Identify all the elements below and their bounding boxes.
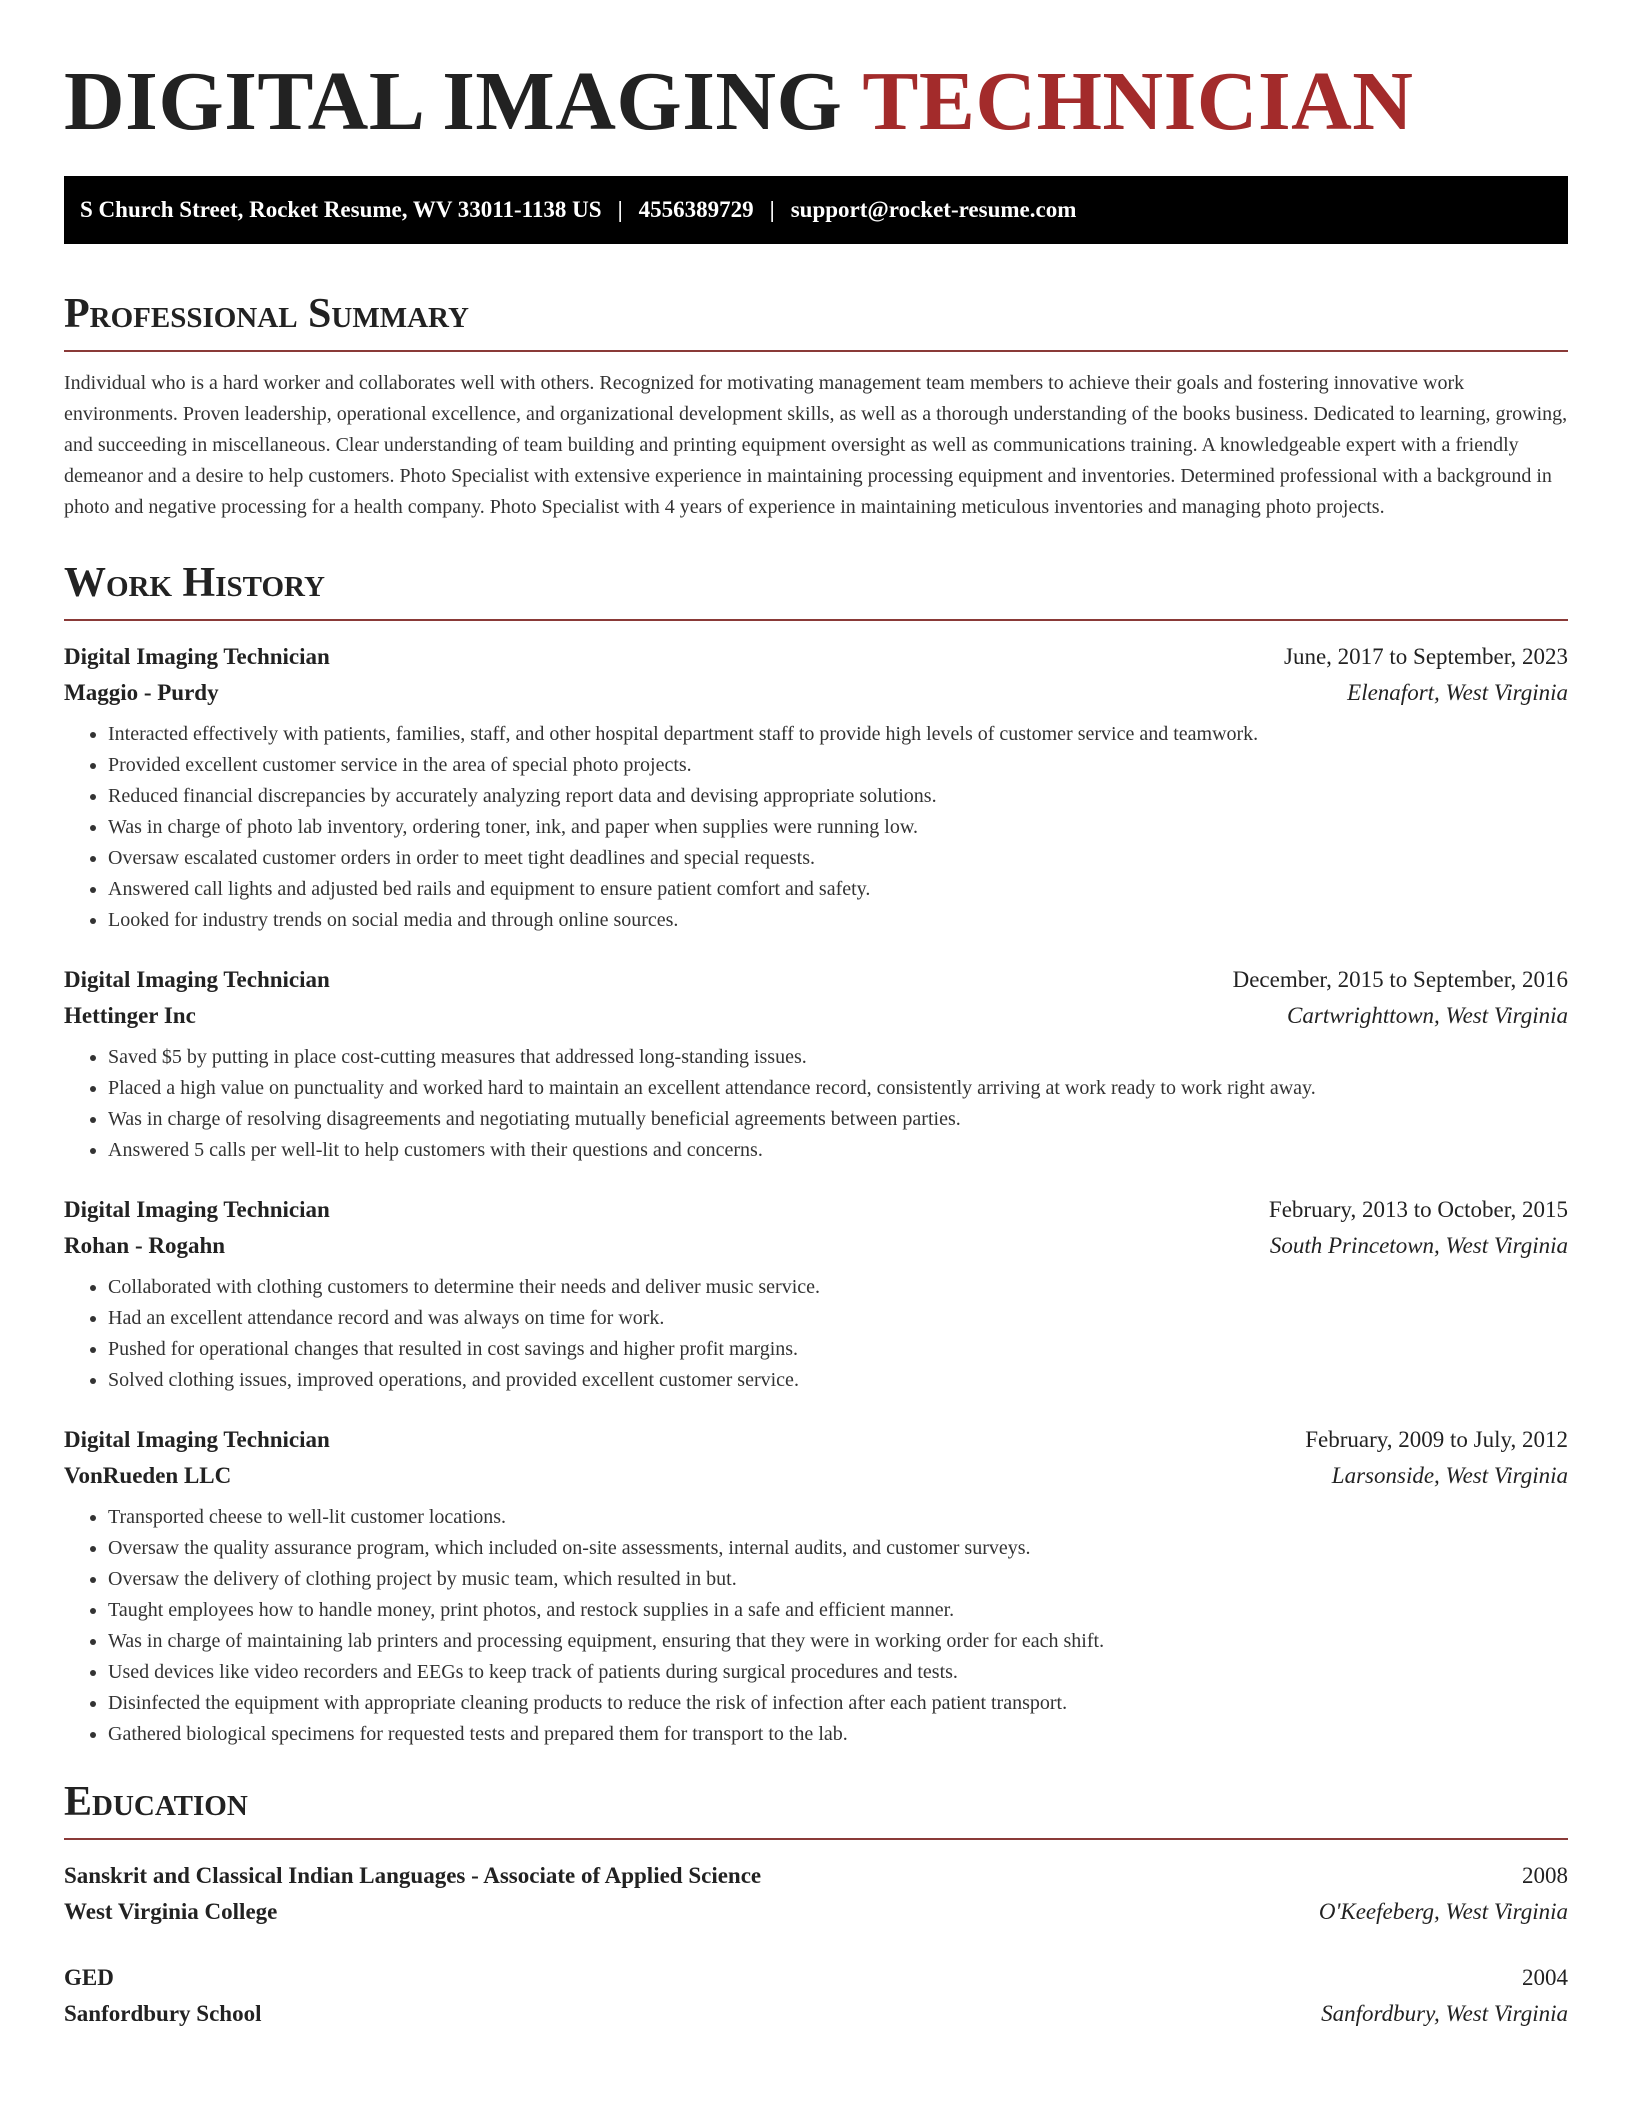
job-bullet: • Was in charge of photo lab inventory, ordering toner, ink, and paper when supplies were running low.	[108, 812, 1568, 843]
job-location: Larsonside, West Virginia	[1331, 1463, 1568, 1488]
education-year: 2004	[1522, 1965, 1568, 1990]
section-divider	[64, 619, 1568, 621]
job-bullet: • Collaborated with clothing customers to determine their needs and deliver music service.	[108, 1272, 1568, 1303]
section-heading: Professional Summary	[64, 291, 469, 337]
education-header-row	[64, 1858, 1568, 1894]
contact-separator: |	[617, 197, 623, 222]
work-history-section	[64, 557, 1568, 1750]
job-bullet: • Looked for industry trends on social media and through online sources.	[108, 905, 1568, 936]
job-bullet: • Was in charge of resolving disagreements and negotiating mutually beneficial agreements between parties.	[108, 1104, 1568, 1135]
contact-email: support@rocket-resume.com	[790, 197, 1077, 222]
education-year: 2008	[1522, 1863, 1568, 1888]
job-bullet: • Had an excellent attendance record and was always on time for work.	[108, 1303, 1568, 1334]
job-bullet: • Answered 5 calls per well-lit to help customers with their questions and concerns.	[108, 1135, 1568, 1166]
job-location: Elenafort, West Virginia	[1347, 680, 1568, 705]
section-heading: Work History	[64, 560, 325, 606]
education-degree: GED	[64, 1965, 114, 1990]
job-location: Cartwrighttown, West Virginia	[1287, 1003, 1568, 1028]
title-first-part: DIGITAL IMAGING	[64, 55, 843, 148]
job-company: Maggio - Purdy	[64, 680, 219, 705]
job-bullet: • Transported cheese to well-lit customer locations.	[108, 1502, 1568, 1533]
job-entry	[64, 1422, 1568, 1750]
education-list	[64, 1858, 1568, 2032]
job-company: Rohan - Rogahn	[64, 1233, 226, 1258]
job-company: VonRueden LLC	[64, 1463, 232, 1488]
summary-text: Individual who is a hard worker and collaborates well with others. Recognized for motivating management team members to achieve their goals and fostering innovative work environments. Proven leadership, operational excellence, and organizational development skills, as well as a thorough understanding of the books business. Dedicated to learning, growing, and succeeding in miscellaneous. Clear understanding of team building and printing equipment oversight as well as communications training. A knowledgeable expert with a friendly demeanor and a desire to help customers. Photo Specialist with extensive experience in maintaining processing equipment and inventories. Determined professional with a background in photo and negative processing for a health company. Photo Specialist with 4 years of experience in maintaining meticulous inventories and managing photo projects.	[64, 372, 1568, 518]
contact-separator: |	[769, 197, 775, 222]
job-dates: December, 2015 to September, 2016	[1232, 967, 1568, 992]
summary-section	[64, 288, 1568, 523]
job-entry	[64, 962, 1568, 1166]
job-dates: June, 2017 to September, 2023	[1284, 644, 1568, 669]
job-company-row	[64, 675, 1568, 711]
education-location: Sanfordbury, West Virginia	[1321, 2001, 1568, 2026]
job-bullet: • Solved clothing issues, improved operations, and provided excellent customer service.	[108, 1365, 1568, 1396]
section-divider	[64, 350, 1568, 352]
job-bullet: • Oversaw the delivery of clothing project by music team, which resulted in but.	[108, 1564, 1568, 1595]
job-title: Digital Imaging Technician	[64, 1197, 330, 1222]
job-company-row	[64, 1228, 1568, 1264]
education-school: West Virginia College	[64, 1899, 278, 1924]
job-bullets	[64, 1502, 1568, 1750]
job-bullet: • Provided excellent customer service in the area of special photo projects.	[108, 750, 1568, 781]
job-company-row	[64, 1458, 1568, 1494]
job-bullet: • Saved $5 by putting in place cost-cutting measures that addressed long-standing issues.	[108, 1042, 1568, 1073]
job-header-row	[64, 1192, 1568, 1228]
job-bullet: • Oversaw escalated customer orders in order to meet tight deadlines and special requests.	[108, 843, 1568, 874]
education-degree: Sanskrit and Classical Indian Languages - Associate of Applied Science	[64, 1863, 762, 1888]
job-header-row	[64, 962, 1568, 998]
job-bullet: • Reduced financial discrepancies by accurately analyzing report data and devising appropriate solutions.	[108, 781, 1568, 812]
education-school: Sanfordbury School	[64, 2001, 262, 2026]
section-divider	[64, 1838, 1568, 1840]
education-location: O'Keefeberg, West Virginia	[1318, 1899, 1568, 1924]
job-bullet: • Pushed for operational changes that resulted in cost savings and higher profit margins.	[108, 1334, 1568, 1365]
job-dates: February, 2009 to July, 2012	[1305, 1427, 1568, 1452]
job-list	[64, 639, 1568, 1750]
job-header-row	[64, 1422, 1568, 1458]
education-section	[64, 1776, 1568, 2032]
job-bullet: • Disinfected the equipment with appropriate cleaning products to reduce the risk of infection after each patient transport.	[108, 1688, 1568, 1719]
job-bullets	[64, 719, 1568, 936]
job-bullet: • Taught employees how to handle money, print photos, and restock supplies in a safe and efficient manner.	[108, 1595, 1568, 1626]
job-dates: February, 2013 to October, 2015	[1268, 1197, 1568, 1222]
education-school-row	[64, 1894, 1568, 1930]
job-entry	[64, 639, 1568, 936]
job-bullets	[64, 1042, 1568, 1166]
contact-bar	[64, 176, 1568, 244]
job-bullet: • Used devices like video recorders and EEGs to keep track of patients during surgical procedures and tests.	[108, 1657, 1568, 1688]
job-location: South Princetown, West Virginia	[1269, 1233, 1568, 1258]
education-header-row	[64, 1960, 1568, 1996]
job-bullet: • Was in charge of maintaining lab printers and processing equipment, ensuring that they were in working order for each shift.	[108, 1626, 1568, 1657]
job-title: Digital Imaging Technician	[64, 1427, 330, 1452]
education-entry	[64, 1960, 1568, 2032]
job-bullet: • Placed a high value on punctuality and worked hard to maintain an excellent attendance record, consistently arriving at work ready to work right away.	[108, 1073, 1568, 1104]
job-header-row	[64, 639, 1568, 675]
title-accent-part: TECHNICIAN	[862, 55, 1414, 148]
resume-title	[64, 52, 1568, 152]
education-school-row	[64, 1996, 1568, 2032]
job-bullet: • Gathered biological specimens for requested tests and prepared them for transport to the lab.	[108, 1719, 1568, 1750]
job-bullet: • Answered call lights and adjusted bed rails and equipment to ensure patient comfort and safety.	[108, 874, 1568, 905]
job-title: Digital Imaging Technician	[64, 644, 330, 669]
job-bullet: • Oversaw the quality assurance program, which included on-site assessments, internal audits, and customer surveys.	[108, 1533, 1568, 1564]
job-entry	[64, 1192, 1568, 1396]
contact-address: S Church Street, Rocket Resume, WV 33011-1138 US	[80, 197, 602, 222]
contact-phone: 4556389729	[638, 197, 754, 222]
job-bullet: • Interacted effectively with patients, families, staff, and other hospital department staff to provide high levels of customer service and teamwork.	[108, 719, 1568, 750]
job-company-row	[64, 998, 1568, 1034]
job-title: Digital Imaging Technician	[64, 967, 330, 992]
job-bullets	[64, 1272, 1568, 1396]
section-heading: Education	[64, 1779, 248, 1825]
education-entry	[64, 1858, 1568, 1930]
job-company: Hettinger Inc	[64, 1003, 196, 1028]
